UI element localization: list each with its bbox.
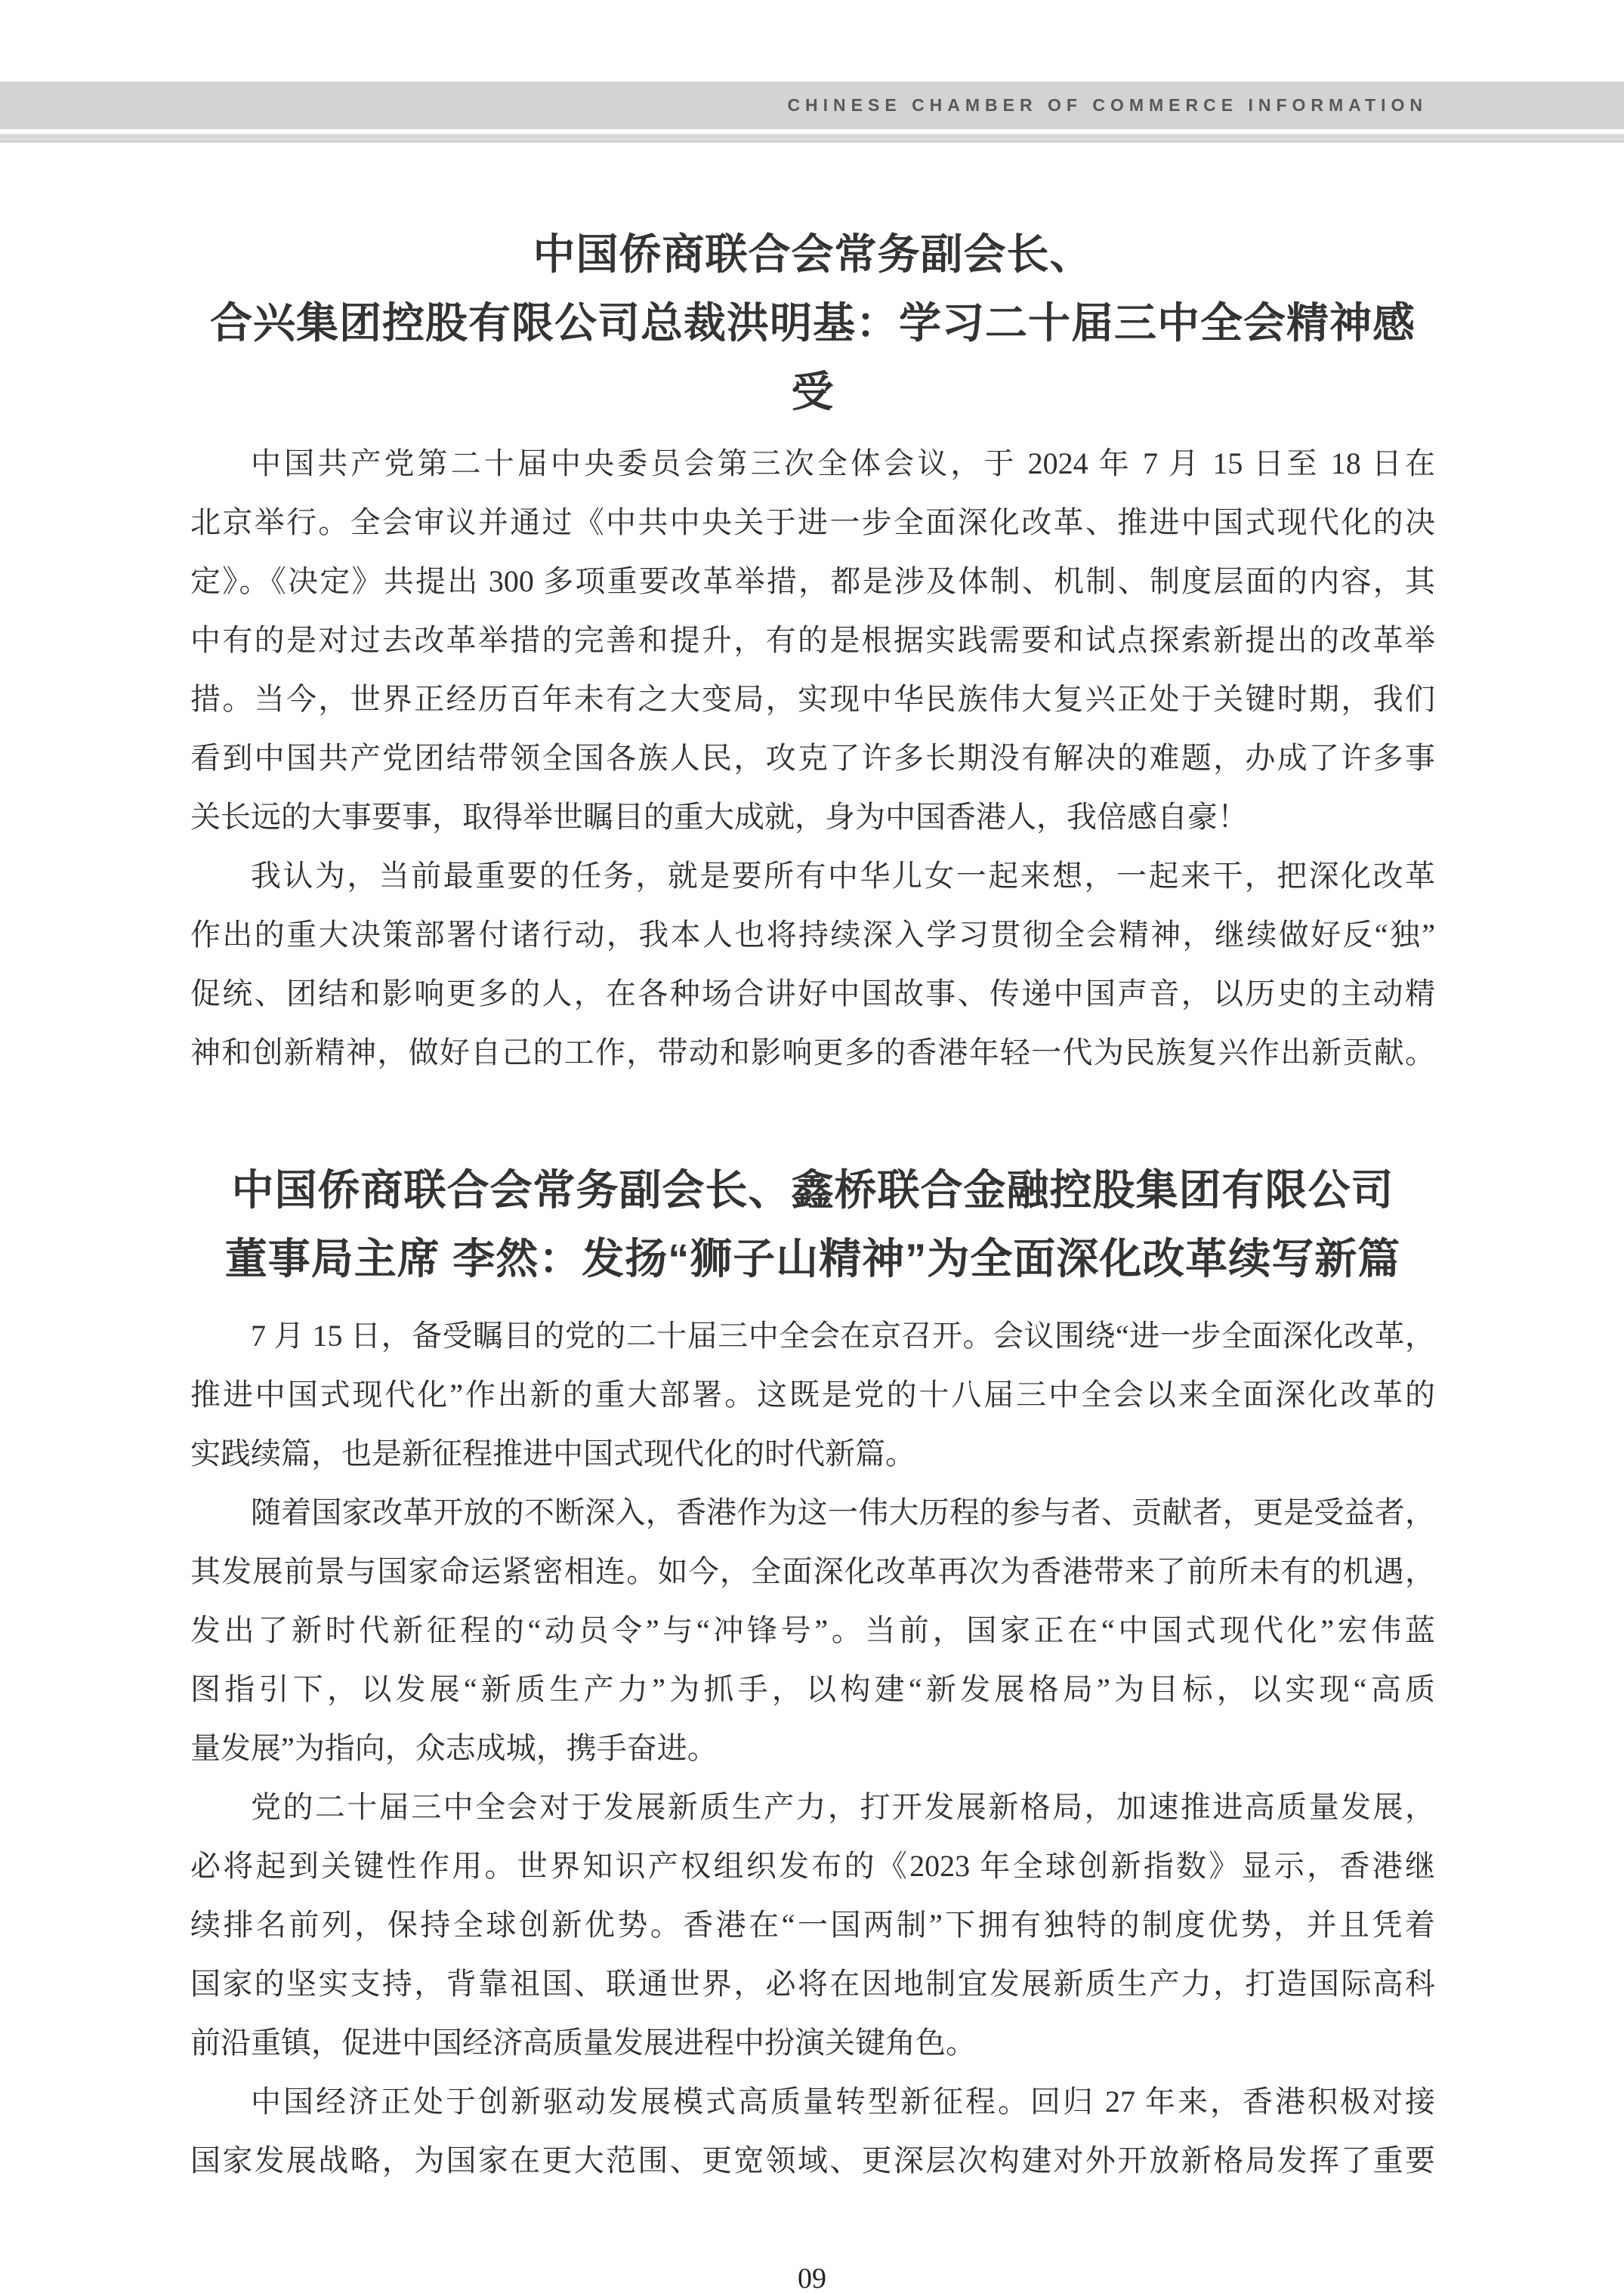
body-line: 关长远的大事要事，取得举世瞩目的重大成就，身为中国香港人，我倍感自豪！: [190, 800, 1248, 834]
body-line: 其发展前景与国家命运紧密相连。如今，全面深化改革再次为香港带来了前所未有的机遇，: [190, 1554, 1435, 1588]
body-line: 神和创新精神，做好自己的工作，带动和影响更多的香港年轻一代为民族复兴作出新贡献。: [190, 1035, 1435, 1069]
page-number: 09: [798, 2263, 826, 2293]
body-line: 看到中国共产党团结带领全国各族人民，攻克了许多长期没有解决的难题，办成了许多事: [190, 741, 1435, 775]
body-line: 续排名前列，保持全球创新优势。香港在“一国两制”下拥有独特的制度优势，并且凭着: [190, 1908, 1435, 1942]
article-title: [190, 220, 1435, 426]
body-line: 随着国家改革开放的不断深入，香港作为这一伟大历程的参与者、贡献者，更是受益者，: [251, 1495, 1435, 1529]
body-line: 中国共产党第二十届中央委员会第三次全体会议，于 2024 年 7 月 15 日至 18 日在: [251, 446, 1435, 480]
body-line: 中国经济正处于创新驱动发展模式高质量转型新征程。回归 27 年来，香港积极对接: [251, 2085, 1435, 2119]
article-title-line: 中国侨商联合会常务副会长、: [533, 230, 1093, 278]
body-line: 必将起到关键性作用。世界知识产权组织发布的《2023 年全球创新指数》显示，香港继: [190, 1849, 1435, 1883]
body-line: 北京举行。全会审议并通过《中共中央关于进一步全面深化改革、推进中国式现代化的决: [190, 505, 1435, 539]
body-line: 推进中国式现代化”作出新的重大部署。这既是党的十八届三中全会以来全面深化改革的: [190, 1378, 1435, 1412]
paragraph: [190, 1778, 1435, 2072]
article: [0, 220, 1624, 1082]
header-banner-text: CHINESE CHAMBER OF COMMERCE INFORMATION: [787, 95, 1428, 115]
article-title: [190, 1156, 1435, 1293]
body-line: 7 月 15 日，备受瞩目的党的二十届三中全会在京召开。会议围绕“进一步全面深化改革，: [251, 1319, 1435, 1353]
paragraph: [190, 1307, 1435, 1483]
body-line: 定》。《决定》共提出 300 多项重要改革举措，都是涉及体制、机制、制度层面的内容，其: [190, 564, 1435, 598]
article-title-line: 合兴集团控股有限公司总裁洪明基：学习二十届三中全会精神感受: [210, 299, 1416, 415]
body-line: 作出的重大决策部署付诸行动，我本人也将持续深入学习贯彻全会精神，继续做好反“独”: [190, 918, 1435, 952]
paragraph: [190, 847, 1435, 1082]
body-line: 措。当今，世界正经历百年未有之大变局，实现中华民族伟大复兴正处于关键时期，我们: [190, 682, 1435, 716]
body-line: 图指引下，以发展“新质生产力”为抓手，以构建“新发展格局”为目标，以实现“高质: [190, 1672, 1435, 1706]
article-title-line: 中国侨商联合会常务副会长、鑫桥联合金融控股集团有限公司: [231, 1166, 1394, 1214]
article-body: [190, 434, 1435, 1082]
body-line: 发出了新时代新征程的“动员令”与“冲锋号”。当前，国家正在“中国式现代化”宏伟蓝: [190, 1613, 1435, 1647]
body-line: 我认为，当前最重要的任务，就是要所有中华儿女一起来想，一起来干，把深化改革: [251, 859, 1435, 893]
body-line: 前沿重镇，促进中国经济高质量发展进程中扮演关键角色。: [190, 2026, 976, 2060]
body-line: 促统、团结和影响更多的人，在各种场合讲好中国故事、传递中国声音，以历史的主动精: [190, 977, 1435, 1011]
article: [0, 1156, 1624, 2190]
body-line: 国家的坚实支持，背靠祖国、联通世界，必将在因地制宜发展新质生产力，打造国际高科: [190, 1967, 1435, 2001]
paragraph: [190, 1483, 1435, 1778]
body-line: 国家发展战略，为国家在更大范围、更宽领域、更深层次构建对外开放新格局发挥了重要: [190, 2143, 1435, 2177]
body-line: 党的二十届三中全会对于发展新质生产力，打开发展新格局，加速推进高质量发展，: [251, 1790, 1435, 1824]
paragraph: [190, 434, 1435, 847]
paragraph: [190, 2072, 1435, 2190]
body-line: 量发展”为指向，众志成城，携手奋进。: [190, 1731, 718, 1765]
header-stripe-bar: [0, 134, 1624, 143]
article-body: [190, 1307, 1435, 2190]
article-title-line: 董事局主席 李然：发扬“狮子山精神”为全面深化改革续写新篇: [224, 1235, 1401, 1282]
body-line: 中有的是对过去改革举措的完善和提升，有的是根据实践需要和试点探索新提出的改革举: [190, 623, 1435, 657]
body-line: 实践续篇，也是新征程推进中国式现代化的时代新篇。: [190, 1437, 915, 1471]
header-banner: [0, 82, 1624, 129]
